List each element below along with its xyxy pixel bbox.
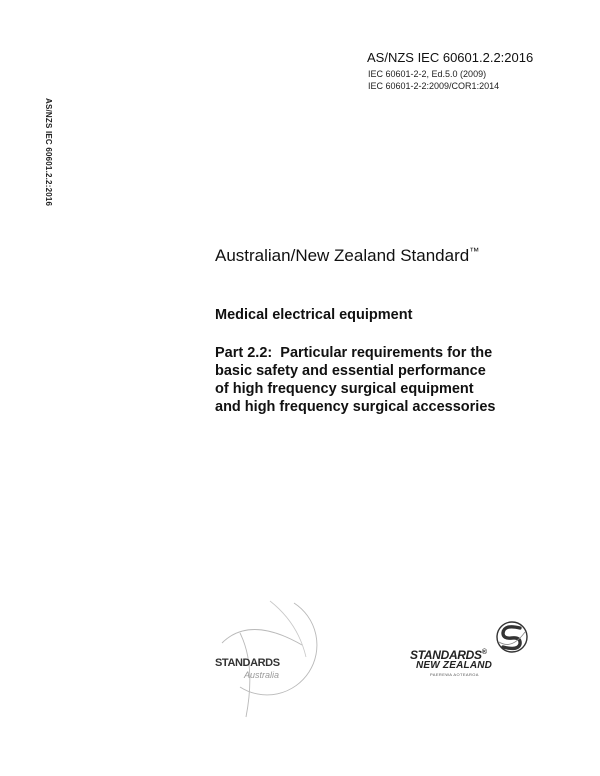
standard-number: AS/NZS IEC 60601.2.2:2016 bbox=[367, 50, 534, 65]
iec-reference: IEC 60601-2-2, Ed.5.0 (2009) bbox=[368, 69, 487, 79]
part-title-line: Part 2.2: Particular requirements for the bbox=[215, 345, 493, 361]
registered-mark: ® bbox=[481, 649, 487, 656]
standards-australia-logo bbox=[210, 595, 330, 720]
standards-nz-word: STANDARDS bbox=[410, 648, 482, 662]
standards-nz-subtext: PAEREWA AOTEAROA bbox=[430, 672, 479, 677]
standards-australia-subtext: Australia bbox=[244, 670, 280, 680]
standards-new-zealand-logo bbox=[408, 620, 533, 680]
part-title-line: and high frequency surgical accessories bbox=[215, 399, 496, 415]
standards-australia-wordmark: STANDARDS bbox=[215, 657, 280, 669]
spine-designation: AS/NZS IEC 60601.2.2:2016 bbox=[44, 98, 53, 207]
iec-corrigendum-reference: IEC 60601-2-2:2009/COR1:2014 bbox=[368, 81, 500, 91]
part-title bbox=[215, 344, 495, 416]
standard-title bbox=[215, 246, 479, 266]
trademark-symbol: ™ bbox=[469, 246, 480, 258]
standard-title-text: Australian/New Zealand Standard bbox=[215, 246, 470, 265]
standards-nz-country: NEW ZEALAND bbox=[416, 660, 493, 671]
part-title-line: basic safety and essential performance bbox=[215, 363, 486, 379]
document-subject: Medical electrical equipment bbox=[215, 307, 413, 323]
part-title-line: of high frequency surgical equipment bbox=[215, 381, 474, 397]
reference-block bbox=[367, 50, 533, 92]
